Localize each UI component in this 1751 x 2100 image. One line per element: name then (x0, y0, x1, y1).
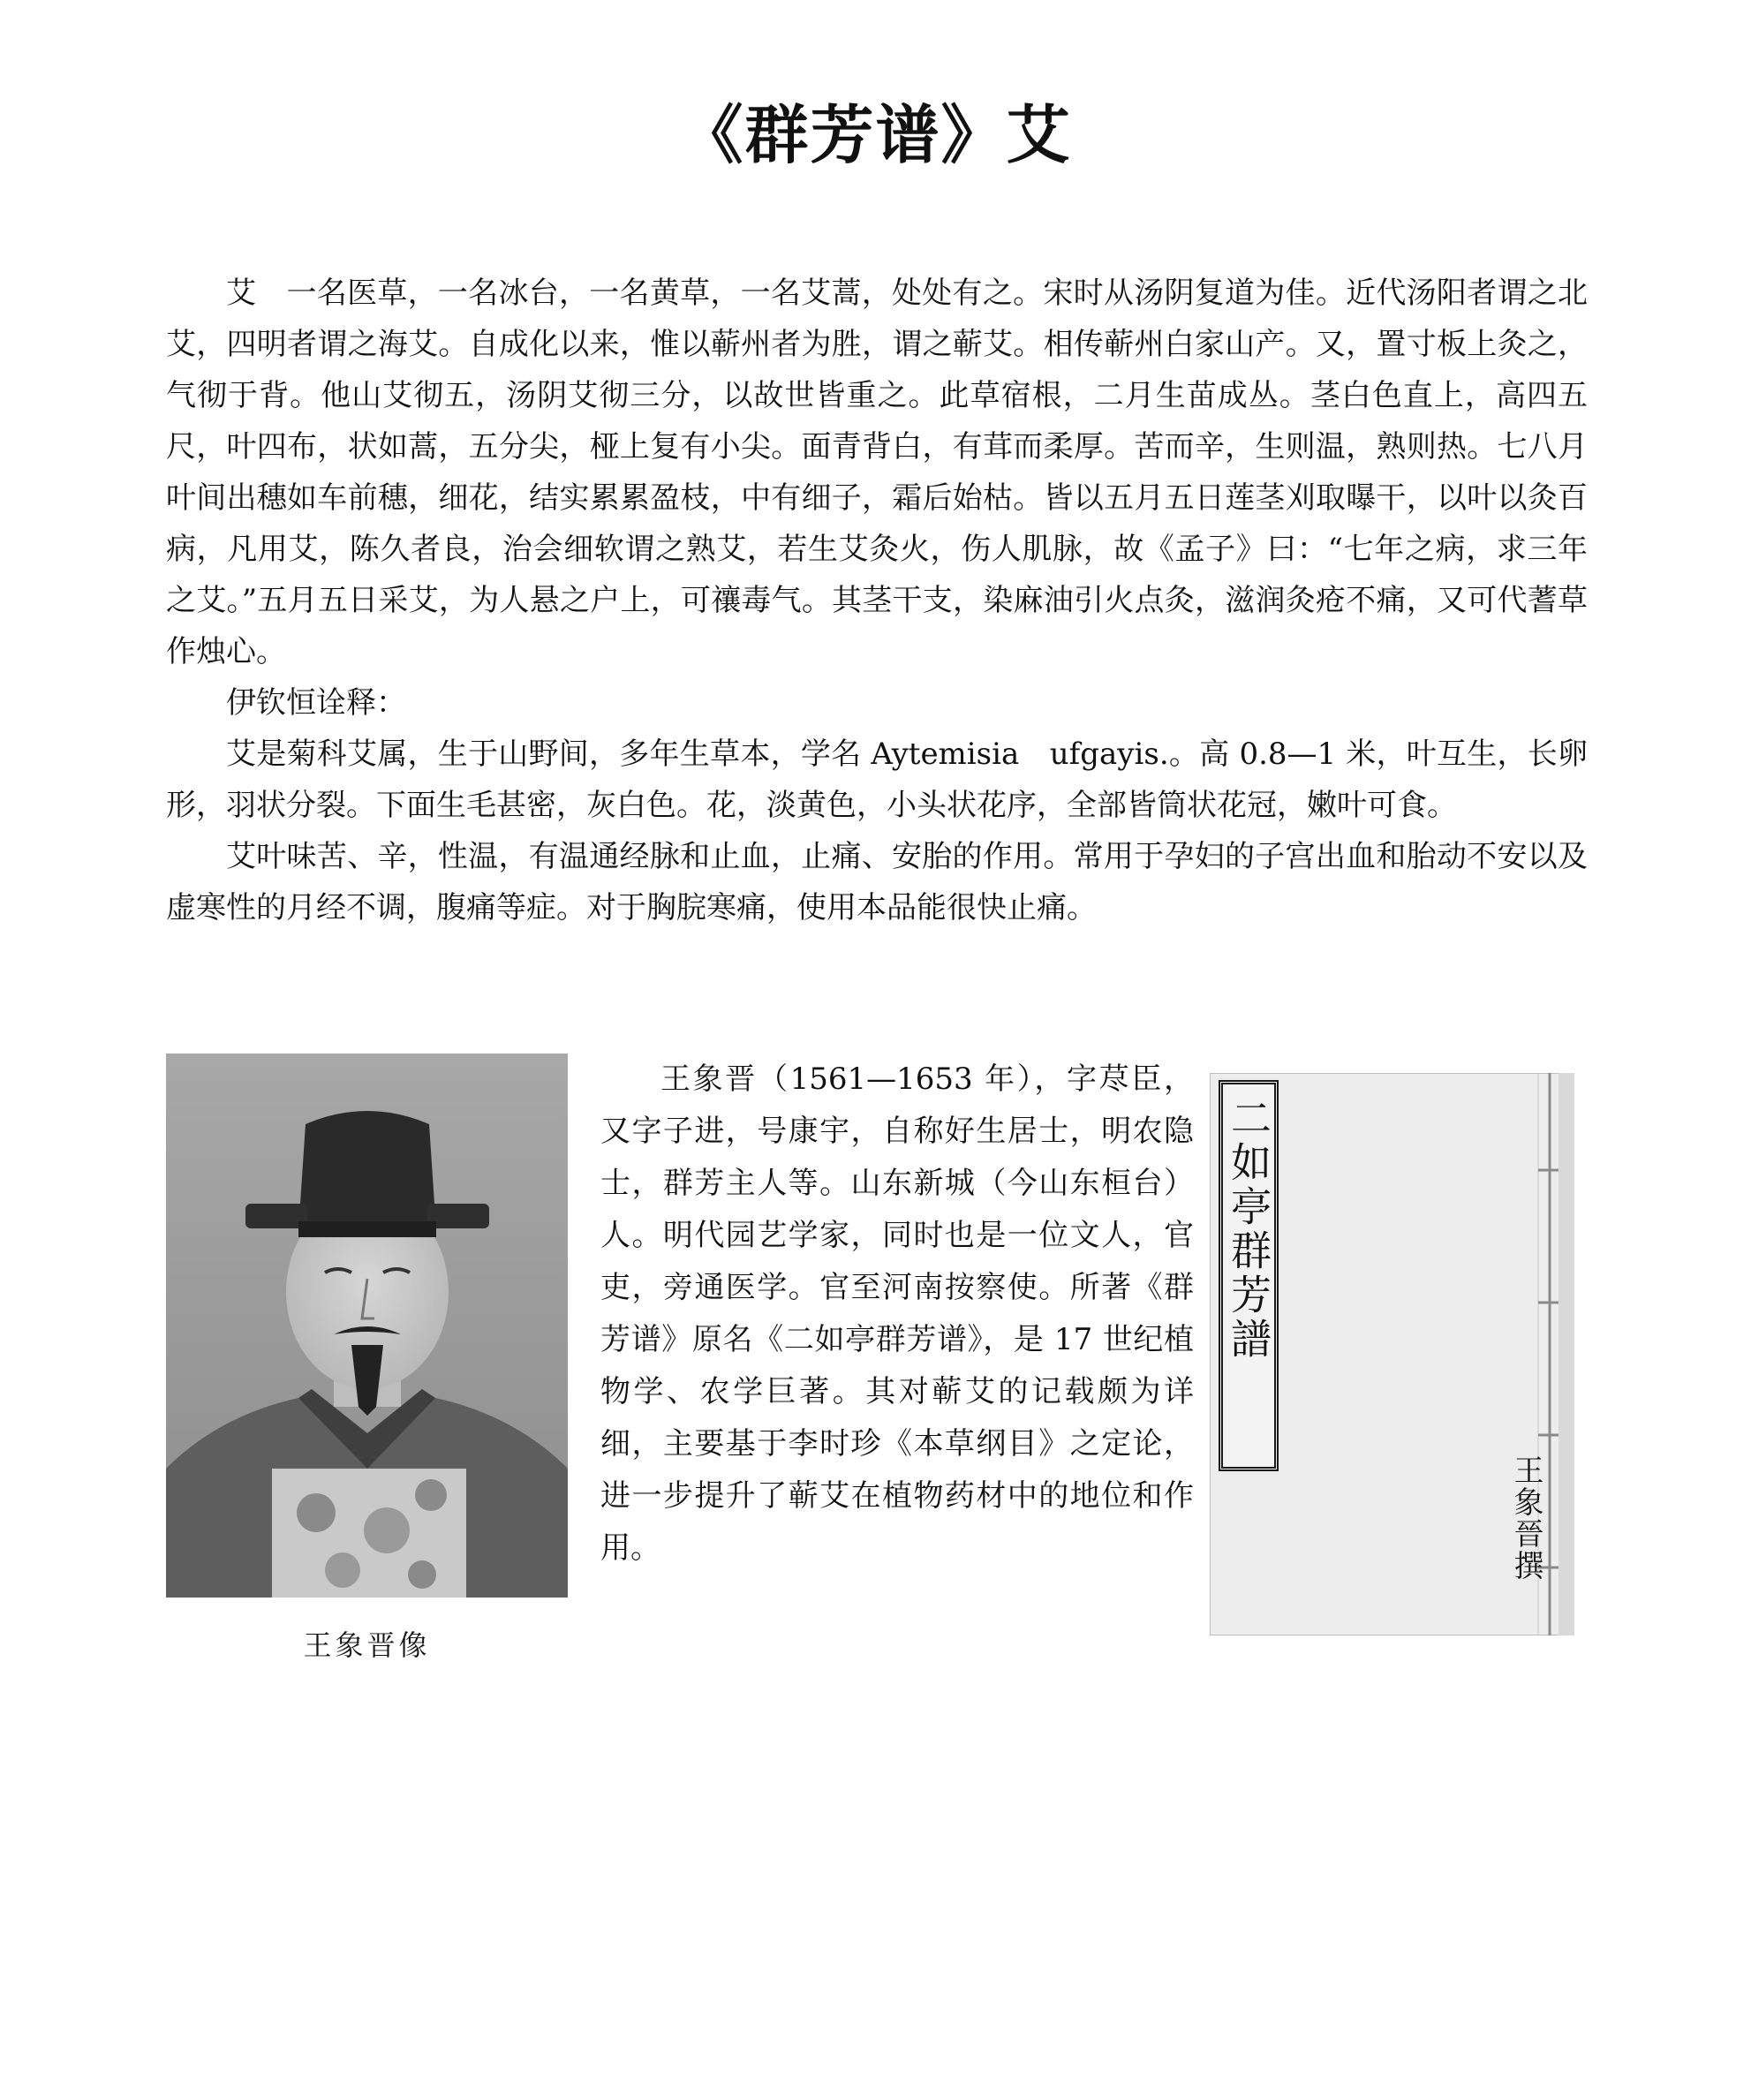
paragraph-ai-description: 艾 一名医草，一名冰台，一名黄草，一名艾蒿，处处有之。宋时从汤阴复道为佳。近代汤阳者谓之北艾，四明者谓之海艾。自成化以来，惟以蕲州者为胜，谓之蕲艾。相传蕲州白家山产。又，置寸板上灸之，气彻于背。他山艾彻五，汤阴艾彻三分，以故世皆重之。此草宿根，二月生苗成丛。茎白色直上，高四五尺，叶四布，状如蒿，五分尖，桠上复有小尖。面青背白，有茸而柔厚。苦而辛，生则温，熟则热。七八月叶间出穗如车前穗，细花，结实累累盈枝，中有细子，霜后始枯。皆以五月五日莲茎刈取曝干，以叶以灸百病，凡用艾，陈久者良，治会细软谓之熟艾，若生艾灸火，伤人肌脉，故《孟子》曰：“七年之病，求三年之艾。”五月五日采艾，为人悬之户上，可禳毒气。其茎干支，染麻油引火点灸，滋润灸疮不痛，又可代蓍草作烛心。 (166, 276, 1588, 669)
portrait-image (166, 1054, 568, 1598)
book-author: 王象晉撰 (1508, 1454, 1543, 1582)
paragraph-annotator: 伊钦恒诠释： (226, 685, 406, 721)
book-title: 二如亭群芳譜 (1225, 1097, 1272, 1362)
portrait-caption: 王象晋像 (303, 1628, 431, 1662)
paragraph-medicinal: 艾叶味苦、辛，性温，有温通经脉和止血，止痛、安胎的作用。常用于孕妇的子宫出血和胎动不安以及虚寒性的月经不调，腹痛等症。对于胸脘寒痛，使用本品能很快止痛。 (166, 839, 1588, 925)
book-title-label (1219, 1080, 1279, 1471)
paragraph-botany: 艾是菊科艾属，生于山野间，多年生草本，学名 Aytemisia ufgayis.。高 0.8—1 米，叶互生，长卵形，羽状分裂。下面生毛甚密，灰白色。花，淡黄色，小头状花序，全部皆筒状花冠，嫩叶可食。 (166, 737, 1588, 823)
biography-paragraph: 王象晋（1561—1653 年），字荩臣，又字子进，号康宇，自称好生居士，明农隐士，群芳主人等。山东新城（今山东桓台）人。明代园艺学家，同时也是一位文人，官吏，旁通医学。官至河南按察使。所著《群芳谱》原名《二如亭群芳谱》，是 17 世纪植物学、农学巨著。其对蕲艾的记载颇为详细，主要基于李时珍《本草纲目》之定论，进一步提升了蕲艾在植物药材中的地位和作用。 (600, 1061, 1194, 1566)
biography-text (600, 1054, 1194, 1575)
portrait-illustration (166, 1054, 568, 1598)
book-cover-image (1210, 1073, 1574, 1635)
page-title: 《群芳谱》艾 (679, 97, 1072, 172)
main-text (166, 268, 1588, 933)
